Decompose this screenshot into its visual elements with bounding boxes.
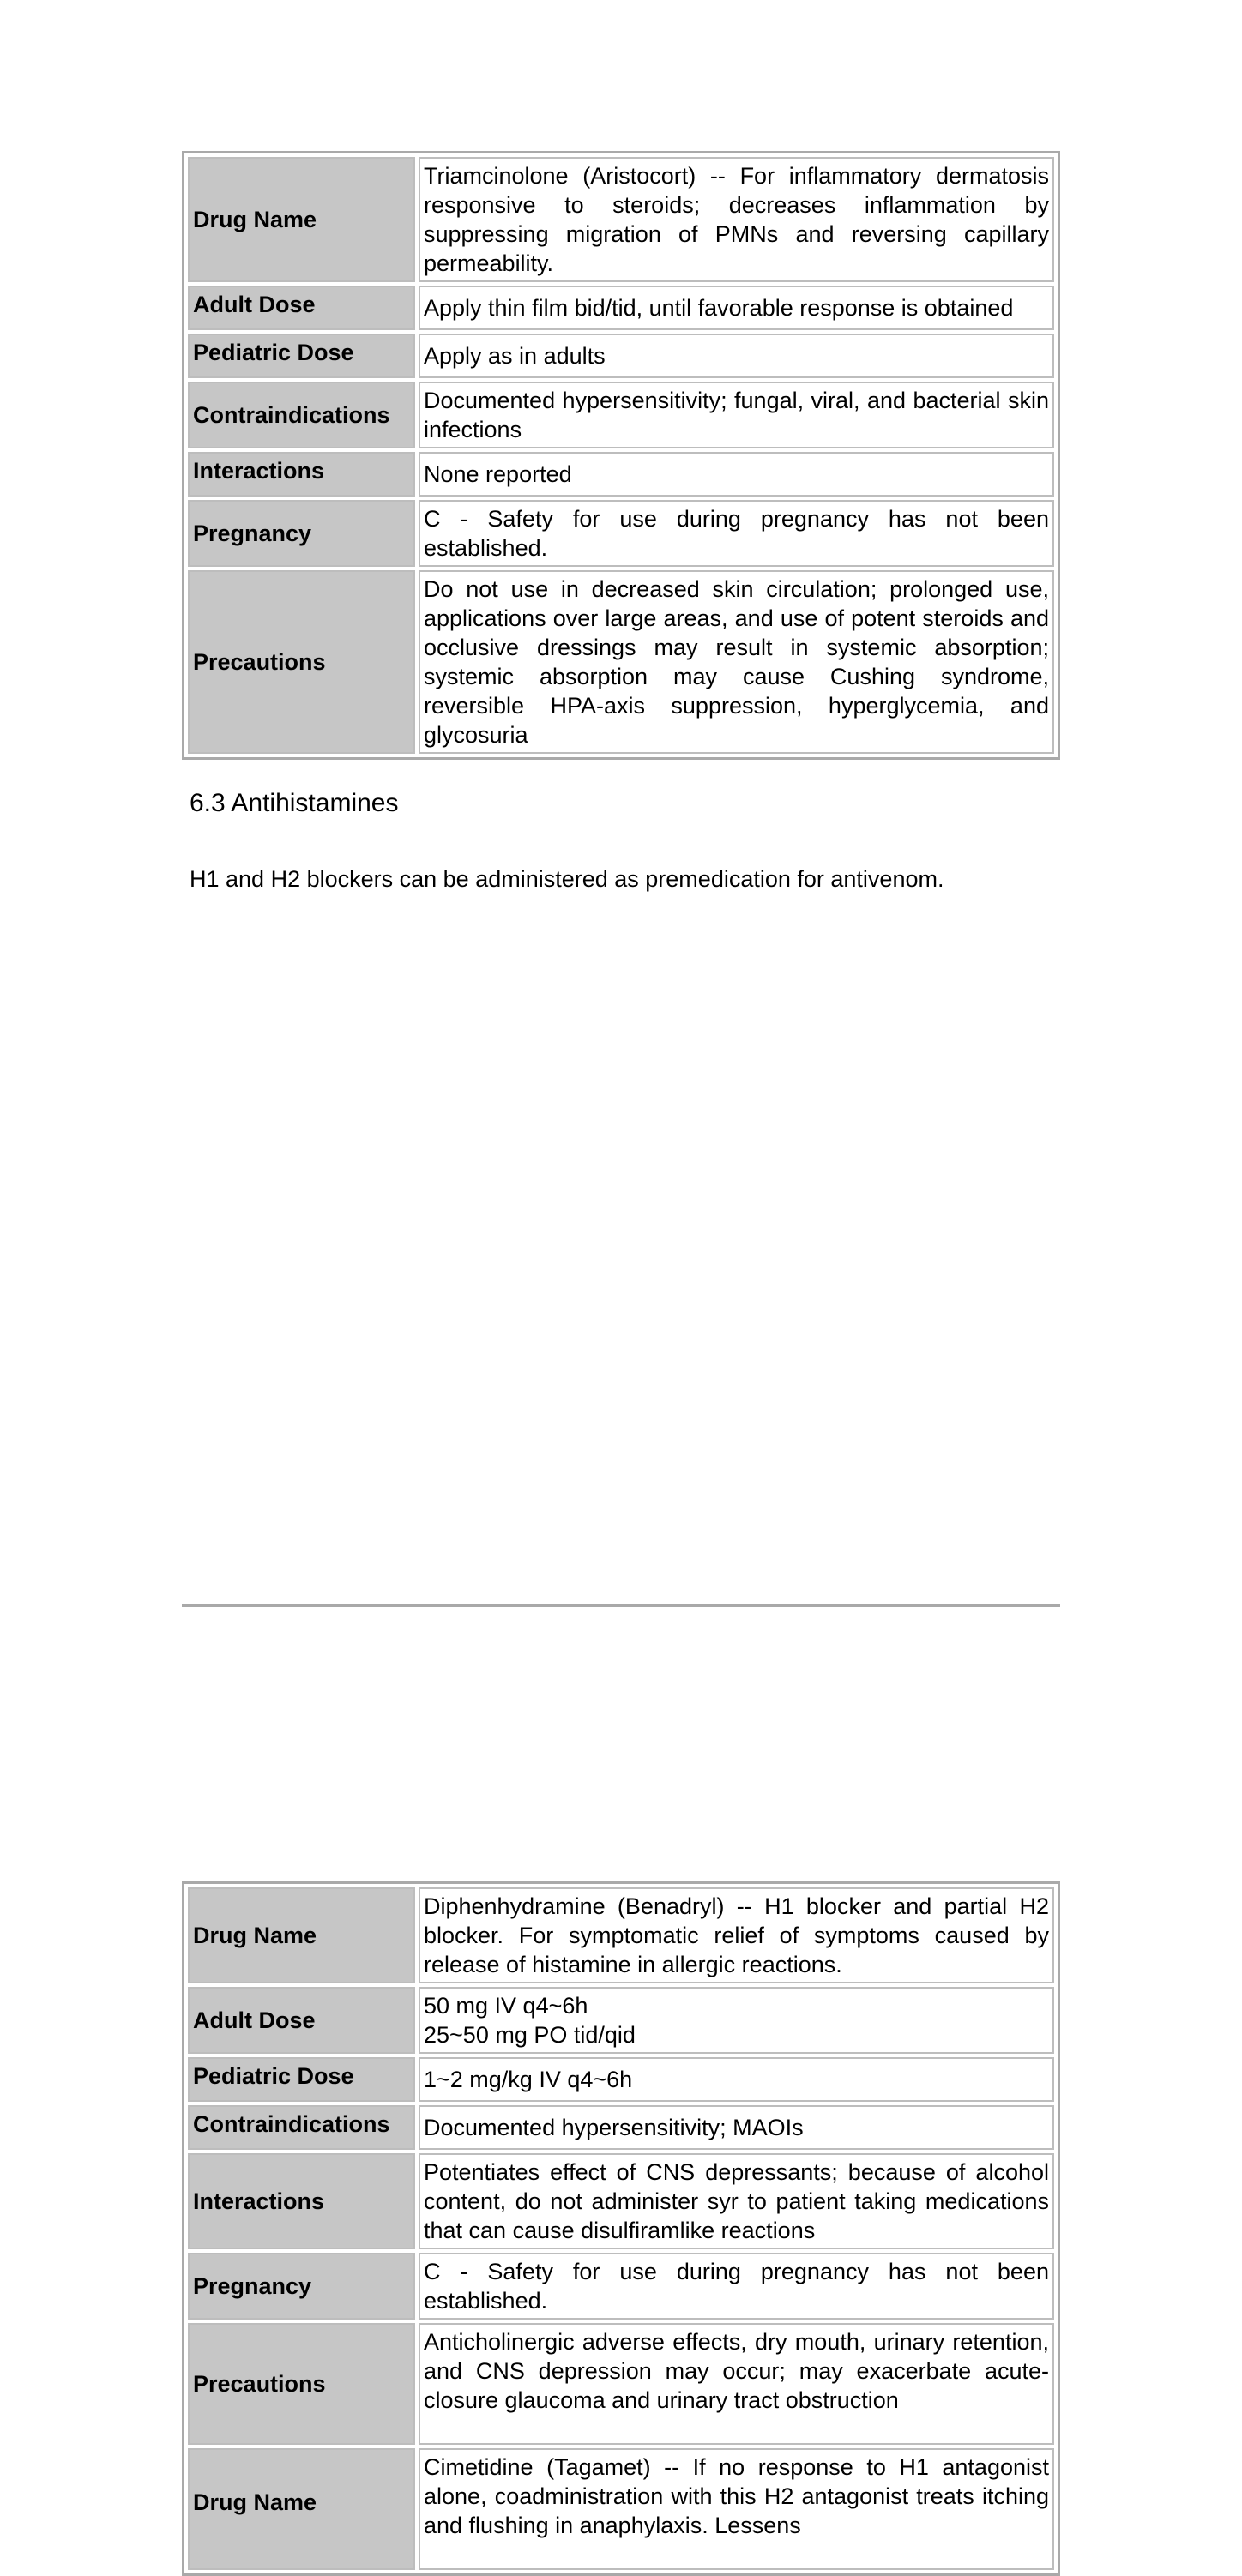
table-row — [188, 286, 1054, 330]
table-row — [188, 2105, 1054, 2150]
table-row — [188, 2323, 1054, 2445]
row-value-contraindications: Documented hypersensitivity; fungal, viral, and bacterial skin infections — [419, 382, 1054, 448]
antihistamine-table-viewport — [182, 941, 1060, 2538]
row-label-drug-name: Drug Name — [188, 1887, 415, 1983]
table-row — [188, 2153, 1054, 2249]
row-value-drug-name: Triamcinolone (Aristocort) -- For inflammatory dermatosis responsive to steroids; decreases inflammation by suppressing migration of PMNs and reversing capillary permeability. — [419, 157, 1054, 282]
row-label-adult-dose: Adult Dose — [188, 1987, 415, 2054]
table-row — [188, 1987, 1054, 2054]
table-row — [188, 2448, 1054, 2570]
table-row — [188, 500, 1054, 567]
table-row — [188, 334, 1054, 378]
table-row — [188, 1887, 1054, 1983]
table-bottom-border — [182, 1604, 1060, 1607]
row-label-drug-name: Drug Name — [188, 157, 415, 282]
row-value-pregnancy: C - Safety for use during pregnancy has not been established. — [419, 2253, 1054, 2320]
table-row — [188, 2253, 1054, 2320]
table-row — [188, 2057, 1054, 2102]
row-label-interactions: Interactions — [188, 452, 415, 497]
triamcinolone-drug-table — [182, 151, 1060, 760]
row-value-drug-name: Diphenhydramine (Benadryl) -- H1 blocker and partial H2 blocker. For symptomatic relief of symptoms caused by release of histamine in allergic reactions. — [419, 1887, 1054, 1983]
row-label-precautions: Precautions — [188, 570, 415, 754]
row-label-contraindications: Contraindications — [188, 2105, 415, 2150]
row-label-drug-name: Drug Name — [188, 2448, 415, 2570]
row-label-pregnancy: Pregnancy — [188, 2253, 415, 2320]
row-label-adult-dose: Adult Dose — [188, 286, 415, 330]
row-value-precautions: Anticholinergic adverse effects, dry mouth, urinary retention, and CNS depression may occur; may exacerbate acute-closure glaucoma and urinary tract obstruction — [419, 2323, 1054, 2445]
row-value-pediatric-dose: 1~2 mg/kg IV q4~6h — [419, 2057, 1054, 2102]
row-label-precautions: Precautions — [188, 2323, 415, 2445]
row-label-pediatric-dose: Pediatric Dose — [188, 2057, 415, 2102]
row-value-pediatric-dose: Apply as in adults — [419, 334, 1054, 378]
row-value-pregnancy: C - Safety for use during pregnancy has not been established. — [419, 500, 1054, 567]
antihistamine-drug-table — [182, 1881, 1060, 2576]
table-row — [188, 570, 1054, 754]
row-label-interactions: Interactions — [188, 2153, 415, 2249]
row-label-pediatric-dose: Pediatric Dose — [188, 334, 415, 378]
row-label-pregnancy: Pregnancy — [188, 500, 415, 567]
row-value-adult-dose: Apply thin film bid/tid, until favorable response is obtained — [419, 286, 1054, 330]
row-value-contraindications: Documented hypersensitivity; MAOIs — [419, 2105, 1054, 2150]
table-row — [188, 452, 1054, 497]
row-value-precautions: Do not use in decreased skin circulation; prolonged use, applications over large areas, and use of potent steroids and occlusive dressings may result in systemic absorption; systemic absorption may cause Cushing syndrome, reversible HPA-axis suppression, hyperglycemia, and glycosuria — [419, 570, 1054, 754]
table-row — [188, 157, 1054, 282]
row-label-contraindications: Contraindications — [188, 382, 415, 448]
row-value-interactions: None reported — [419, 452, 1054, 497]
section-intro-paragraph: H1 and H2 blockers can be administered as premedication for antivenom. — [190, 866, 944, 892]
row-value-adult-dose: 50 mg IV q4~6h 25~50 mg PO tid/qid — [419, 1987, 1054, 2054]
row-value-drug-name: Cimetidine (Tagamet) -- If no response to H1 antagonist alone, coadministration with this H2 antagonist treats itching and flushing in anaphylaxis. Lessens — [419, 2448, 1054, 2570]
table-row — [188, 382, 1054, 448]
row-value-interactions: Potentiates effect of CNS depressants; because of alcohol content, do not administer syr to patient taking medications that can cause disulfiramlike reactions — [419, 2153, 1054, 2249]
section-heading: 6.3 Antihistamines — [190, 789, 399, 817]
